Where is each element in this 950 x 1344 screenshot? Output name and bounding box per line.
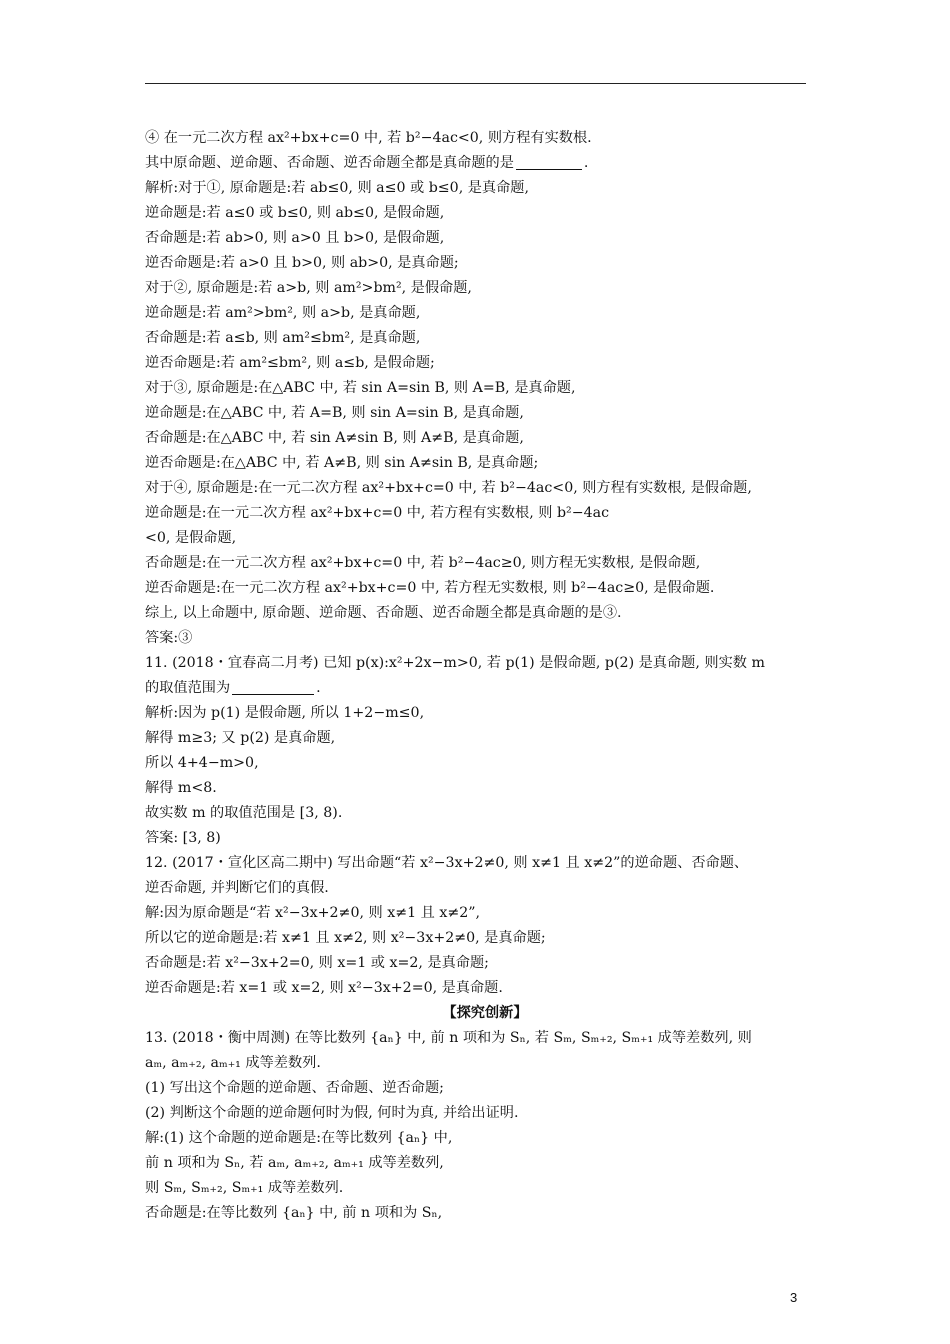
text-line: 对于④, 原命题是:在一元二次方程 ax²+bx+c=0 中, 若 b²−4ac<0, 则方程有实数根, 是假命题, [145,480,752,496]
question-12-line: 12. (2017・宣化区高二期中) 写出命题“若 x²−3x+2≠0, 则 x≠1 且 x≠2”的逆命题、否命题、 [145,855,749,871]
text-line: 否命题是:在一元二次方程 ax²+bx+c=0 中, 若 b²−4ac≥0, 则方程无实数根, 是假命题, [145,555,701,571]
question-13-line: 13. (2018・衡中周测) 在等比数列 {aₙ} 中, 前 n 项和为 Sₙ, 若 Sₘ, Sₘ₊₂, Sₘ₊₁ 成等差数列, 则 [145,1030,752,1046]
text-line: 逆命题是:若 a≤0 或 b≤0, 则 ab≤0, 是假命题, [145,205,445,221]
text-line: 否命题是:在△ABC 中, 若 sin A≠sin B, 则 A≠B, 是真命题, [145,430,524,446]
text-line: 逆否命题是:在△ABC 中, 若 A≠B, 则 sin A≠sin B, 是真命题; [145,455,539,471]
text-line: ④ 在一元二次方程 ax²+bx+c=0 中, 若 b²−4ac<0, 则方程有实数根. [145,130,592,146]
text-line: (2) 判断这个命题的逆命题何时为假, 何时为真, 并给出证明. [145,1105,519,1121]
text-line: 否命题是:若 x²−3x+2=0, 则 x=1 或 x=2, 是真命题; [145,955,489,971]
text-line: 逆否命题, 并判断它们的真假. [145,880,329,896]
text-line: 前 n 项和为 Sₙ, 若 aₘ, aₘ₊₂, aₘ₊₁ 成等差数列, [145,1155,444,1171]
text-line: 解得 m≥3; 又 p(2) 是真命题, [145,730,336,746]
text-line: (1) 写出这个命题的逆命题、否命题、逆否命题; [145,1080,444,1096]
text-line: 逆否命题是:在一元二次方程 ax²+bx+c=0 中, 若方程无实数根, 则 b²−4ac≥0, 是假命题. [145,580,715,596]
text-span: 的取值范围为 [145,680,231,696]
page-number: 3 [790,1290,798,1305]
text-span: . [583,155,589,171]
question-line-with-blank [145,151,825,176]
section-heading: 【探究创新】 [442,1005,528,1021]
document-body [145,126,825,1226]
text-line: 否命题是:在等比数列 {aₙ} 中, 前 n 项和为 Sₙ, [145,1205,443,1221]
text-line: 则 Sₘ, Sₘ₊₂, Sₘ₊₁ 成等差数列. [145,1180,344,1196]
text-line: 逆否命题是:若 am²≤bm², 则 a≤b, 是假命题; [145,355,435,371]
answer-line: 答案: [3, 8) [145,830,221,846]
question-11-line: 11. (2018・宜春高二月考) 已知 p(x):x²+2x−m>0, 若 p(1) 是假命题, p(2) 是真命题, 则实数 m [145,655,765,671]
text-line: 逆命题是:在一元二次方程 ax²+bx+c=0 中, 若方程有实数根, 则 b²−4ac [145,505,610,521]
text-line: aₘ, aₘ₊₂, aₘ₊₁ 成等差数列. [145,1055,321,1071]
text-line: 解:(1) 这个命题的逆命题是:在等比数列 {aₙ} 中, [145,1130,453,1146]
text-line: 对于②, 原命题是:若 a>b, 则 am²>bm², 是假命题, [145,280,472,296]
text-line: 逆命题是:若 am²>bm², 则 a>b, 是真命题, [145,305,421,321]
text-span: . [316,680,321,696]
question-line-with-blank [145,676,825,701]
text-line: 所以 4+4−m>0, [145,755,259,771]
text-line: 逆否命题是:若 a>0 且 b>0, 则 ab>0, 是真命题; [145,255,459,271]
text-line: 否命题是:若 a≤b, 则 am²≤bm², 是真命题, [145,330,421,346]
text-line: 故实数 m 的取值范围是 [3, 8). [145,805,343,821]
text-line: <0, 是假命题, [145,530,237,546]
text-line: 所以它的逆命题是:若 x≠1 且 x≠2, 则 x²−3x+2≠0, 是真命题; [145,930,546,946]
text-line: 否命题是:若 ab>0, 则 a>0 且 b>0, 是假命题, [145,230,445,246]
text-line: 对于③, 原命题是:在△ABC 中, 若 sin A=sin B, 则 A=B, 是真命题, [145,380,576,396]
text-line: 综上, 以上命题中, 原命题、逆命题、否命题、逆否命题全都是真命题的是③. [145,605,622,621]
text-line: 逆否命题是:若 x=1 或 x=2, 则 x²−3x+2=0, 是真命题. [145,980,503,996]
text-line: 解析:对于①, 原命题是:若 ab≤0, 则 a≤0 或 b≤0, 是真命题, [145,180,529,196]
header-rule [145,83,806,84]
answer-line: 答案:③ [145,630,193,646]
text-line: 解得 m<8. [145,780,217,796]
answer-blank [516,153,582,170]
text-line: 逆命题是:在△ABC 中, 若 A=B, 则 sin A=sin B, 是真命题, [145,405,524,421]
answer-blank [232,678,314,695]
text-line: 解析:因为 p(1) 是假命题, 所以 1+2−m≤0, [145,705,425,721]
text-span: 其中原命题、逆命题、否命题、逆否命题全都是真命题的是 [145,155,514,171]
text-line: 解:因为原命题是“若 x²−3x+2≠0, 则 x≠1 且 x≠2”, [145,905,480,921]
